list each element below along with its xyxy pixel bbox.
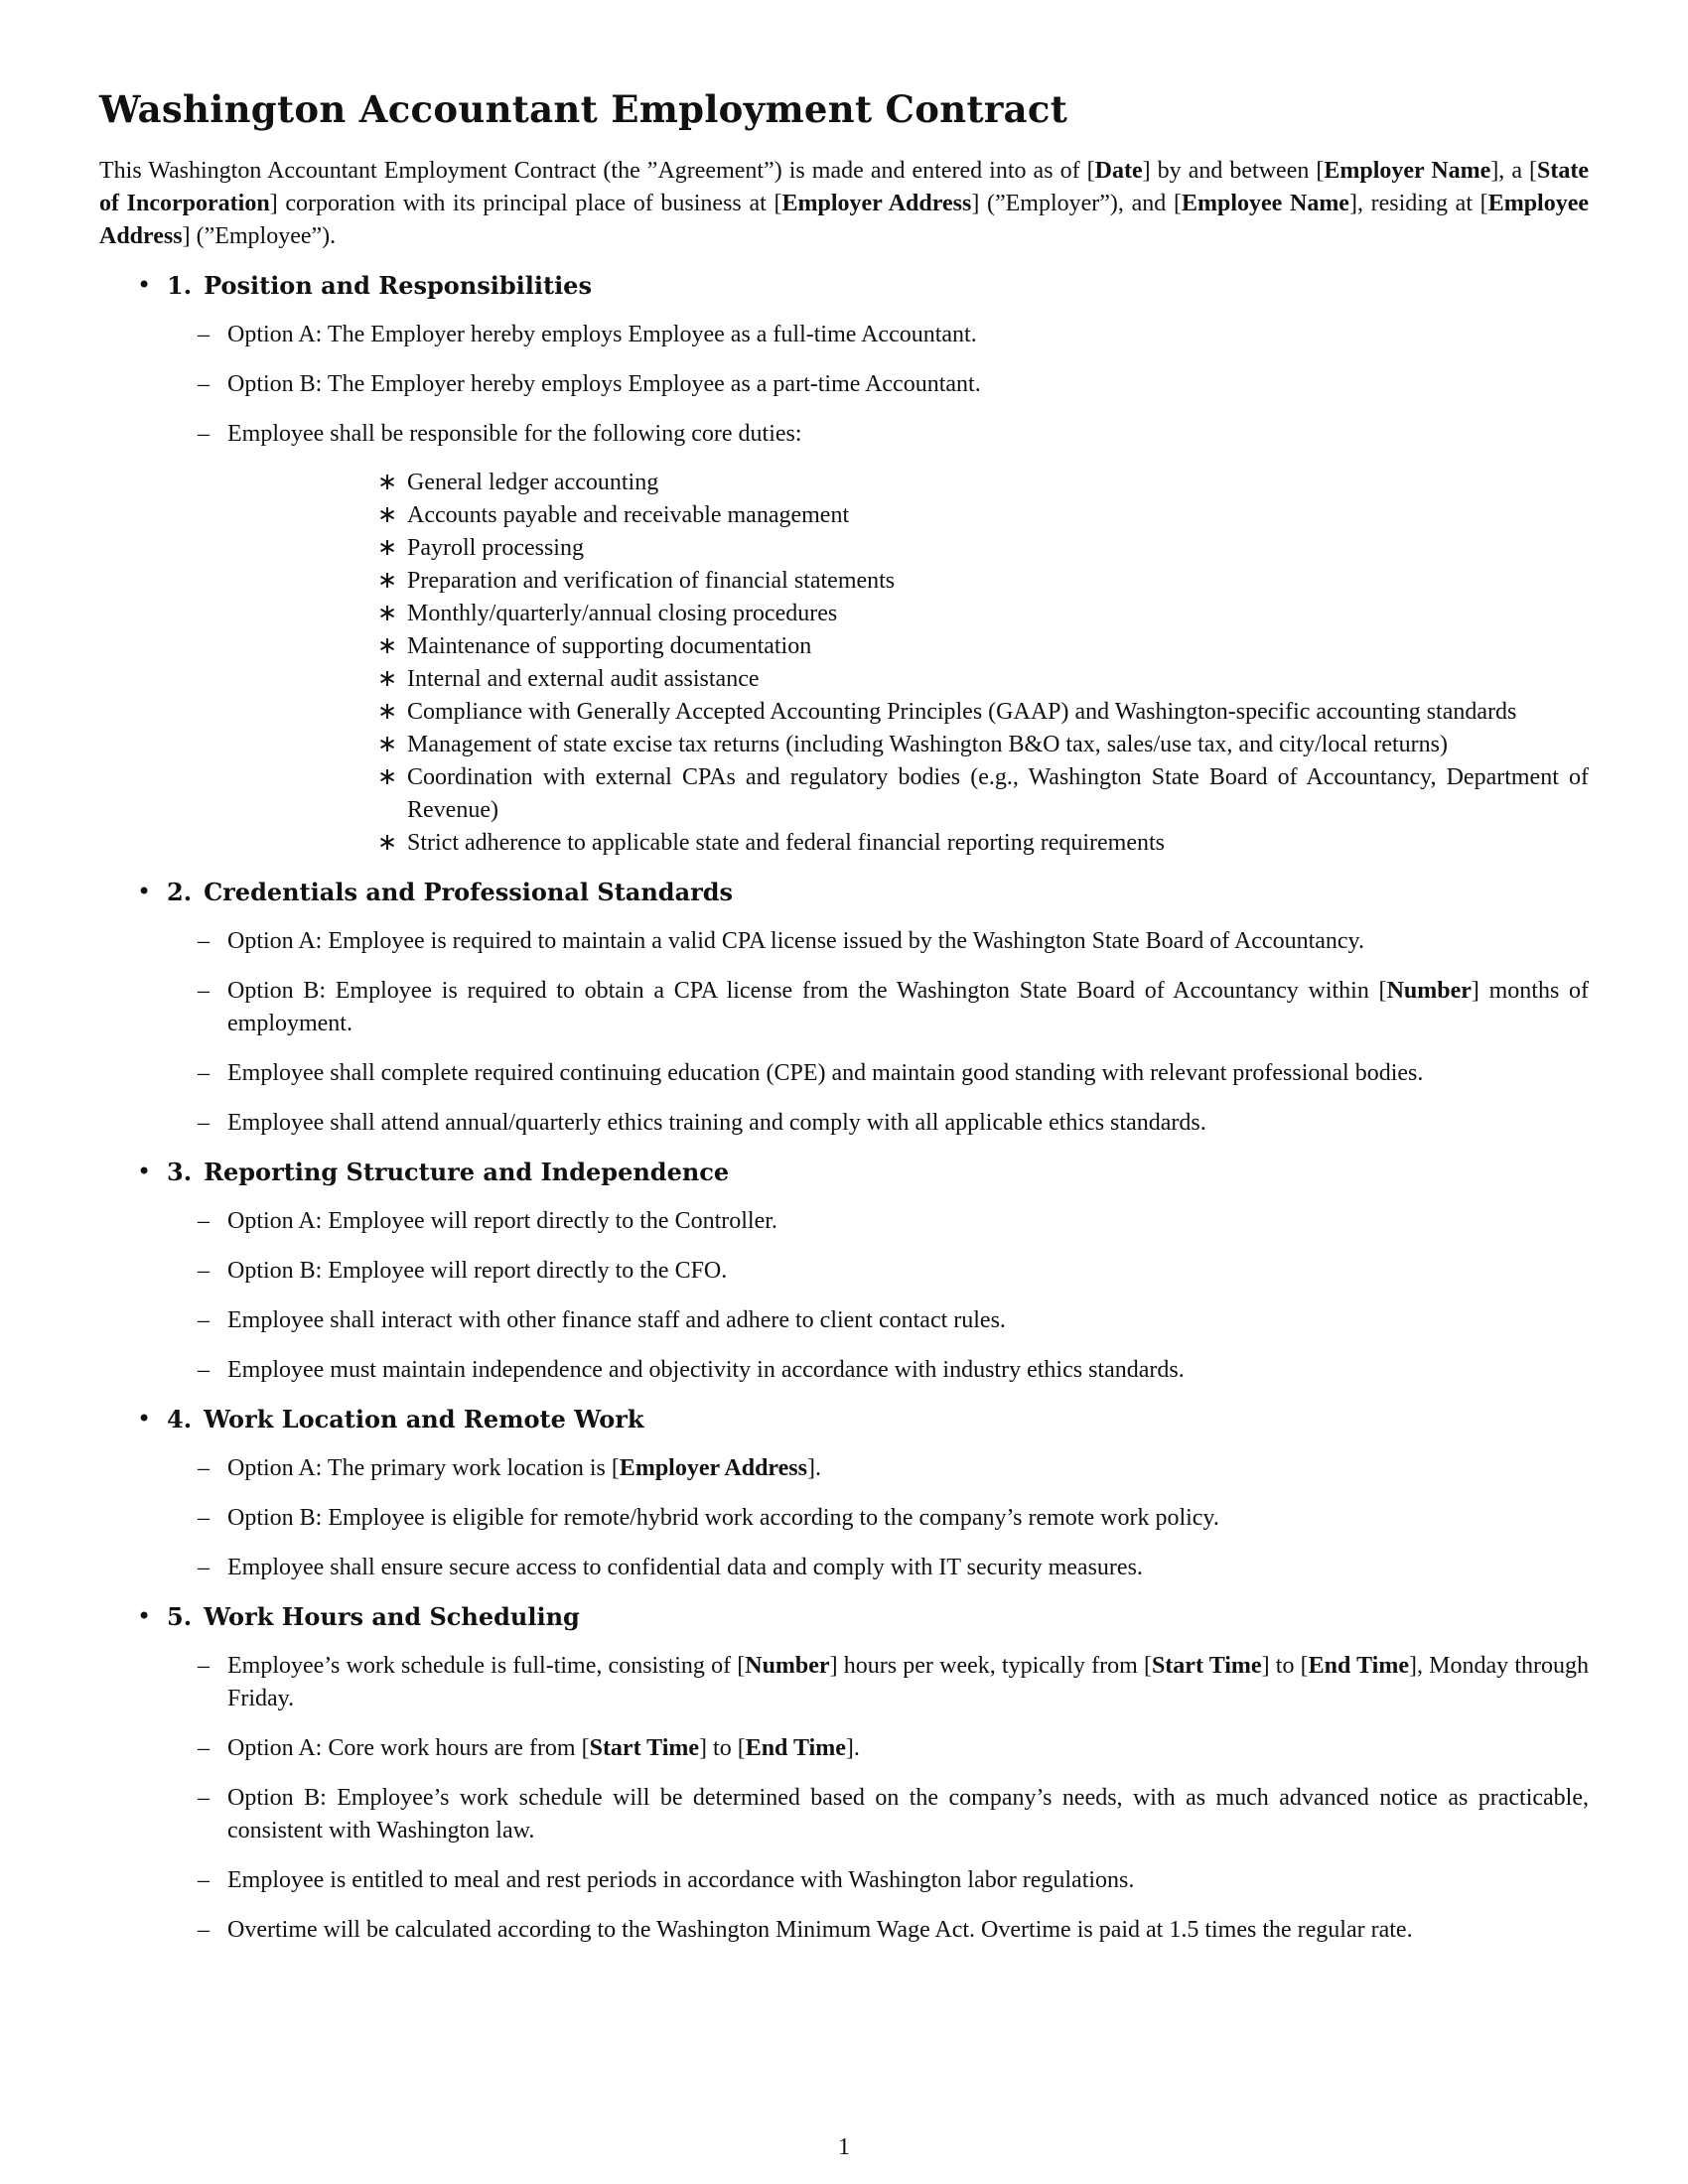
duty-item: ∗ Coordination with external CPAs and regulatory bodies (e.g., Washington State Board of Accountancy, Department of Revenue) <box>227 761 1589 827</box>
dash-icon: – <box>198 1917 210 1943</box>
bullet-icon: • <box>137 271 152 299</box>
section-title: Position and Responsibilities <box>204 271 592 300</box>
dash-icon: – <box>198 1735 210 1761</box>
option-a: – Option A: The Employer hereby employs Employee as a full-time Accountant. <box>99 319 1589 351</box>
dash-icon: – <box>198 1110 210 1136</box>
star-bullet-icon: ∗ <box>377 568 398 594</box>
dash-icon: – <box>198 1653 210 1679</box>
intro-paragraph: This Washington Accountant Employment Contract (the ”Agreement”) is made and entered into as of [Date] by and between [Employer Name], a [State of Incorporation] corporation with its principal place of business at [Employer Address] (”Employer”), and [Employee Name], residing at [Employee Address] (”Employee”). <box>99 158 1590 249</box>
duty-item: ∗ Internal and external audit assistance <box>227 663 1589 696</box>
section-number: 2. <box>167 878 193 906</box>
duty-item: ∗ Preparation and verification of financial statements <box>227 565 1589 598</box>
duty-item: ∗ General ledger accounting <box>227 467 1589 499</box>
bullet-icon: • <box>137 1405 152 1433</box>
option-a: – Option A: The primary work location is [Employer Address]. <box>99 1452 1589 1485</box>
option-a: – Option A: Employee is required to maintain a valid CPA license issued by the Washington State Board of Accountancy. <box>99 925 1589 958</box>
section-number: 5. <box>167 1602 193 1631</box>
star-bullet-icon: ∗ <box>377 732 398 757</box>
duty-item: ∗ Maintenance of supporting documentation <box>227 630 1589 663</box>
dash-icon: – <box>198 371 210 397</box>
section-work-hours <box>99 1600 1589 1947</box>
dash-icon: – <box>198 421 210 447</box>
section-number: 1. <box>167 271 193 300</box>
section-title: Work Location and Remote Work <box>204 1405 644 1433</box>
end-time-placeholder: End Time <box>1308 1653 1409 1679</box>
duty-item: ∗ Accounts payable and receivable management <box>227 499 1589 532</box>
dash-icon: – <box>198 1208 210 1234</box>
employee-address-placeholder: Employee Address <box>99 191 1590 249</box>
section-heading <box>99 1156 1589 1188</box>
duty-item: ∗ Compliance with Generally Accepted Accounting Principles (GAAP) and Washington-specific accounting standards <box>227 696 1589 729</box>
section-title: Reporting Structure and Independence <box>204 1158 730 1186</box>
bullet-icon: • <box>137 878 152 905</box>
number-placeholder: Number <box>1386 978 1472 1004</box>
dash-icon: – <box>198 1505 210 1531</box>
state-of-incorporation-placeholder: State of Incorporation <box>99 158 1590 216</box>
employer-address-placeholder: Employer Address <box>781 191 972 216</box>
duty-item: ∗ Management of state excise tax returns (including Washington B&O tax, sales/use tax, and city/local returns) <box>227 729 1589 761</box>
schedule-clause: – Employee’s work schedule is full-time, consisting of [Number] hours per week, typically from [Start Time] to [End Time], Monday through Friday. <box>99 1650 1589 1715</box>
dash-icon: – <box>198 1867 210 1893</box>
employee-name-placeholder: Employee Name <box>1181 191 1349 216</box>
dash-icon: – <box>198 1258 210 1284</box>
option-b: – Option B: Employee will report directly to the CFO. <box>99 1255 1589 1288</box>
star-bullet-icon: ∗ <box>377 470 398 495</box>
star-bullet-icon: ∗ <box>377 666 398 692</box>
section-heading <box>99 876 1589 908</box>
employer-name-placeholder: Employer Name <box>1324 158 1491 184</box>
star-bullet-icon: ∗ <box>377 535 398 561</box>
date-placeholder: Date <box>1094 158 1143 184</box>
star-bullet-icon: ∗ <box>377 502 398 528</box>
duty-item: ∗ Monthly/quarterly/annual closing procedures <box>227 598 1589 630</box>
page-number: 1 <box>838 2134 850 2160</box>
section-heading <box>99 1403 1589 1435</box>
dash-icon: – <box>198 1785 210 1811</box>
section-credentials-standards <box>99 876 1589 1140</box>
section-title: Credentials and Professional Standards <box>204 878 734 906</box>
section-reporting-independence <box>99 1156 1589 1387</box>
start-time-placeholder: Start Time <box>589 1735 700 1761</box>
section-number: 3. <box>167 1158 193 1186</box>
option-a: – Option A: Core work hours are from [Start Time] to [End Time]. <box>99 1732 1589 1765</box>
section-heading <box>99 269 1589 302</box>
start-time-placeholder: Start Time <box>1151 1653 1262 1679</box>
duties-list <box>227 467 1589 860</box>
employer-address-placeholder: Employer Address <box>619 1455 807 1481</box>
document-title: Washington Accountant Employment Contract <box>99 87 1068 131</box>
document-page <box>99 87 1589 1947</box>
meal-rest-clause: – Employee is entitled to meal and rest periods in accordance with Washington labor regulations. <box>99 1864 1589 1897</box>
end-time-placeholder: End Time <box>745 1735 846 1761</box>
section-heading <box>99 1600 1589 1633</box>
cpe-clause: – Employee shall complete required continuing education (CPE) and maintain good standing with relevant professional bodies. <box>99 1057 1589 1090</box>
duty-item: ∗ Strict adherence to applicable state and federal financial reporting requirements <box>227 827 1589 860</box>
section-number: 4. <box>167 1405 193 1433</box>
dash-icon: – <box>198 322 210 347</box>
star-bullet-icon: ∗ <box>377 633 398 659</box>
dash-icon: – <box>198 1555 210 1580</box>
option-b: – Option B: Employee is required to obtain a CPA license from the Washington State Board of Accountancy within [Number] months of employment. <box>99 975 1589 1040</box>
dash-icon: – <box>198 1357 210 1383</box>
security-clause: – Employee shall ensure secure access to confidential data and comply with IT security measures. <box>99 1552 1589 1584</box>
option-b: – Option B: Employee is eligible for remote/hybrid work according to the company’s remote work policy. <box>99 1502 1589 1535</box>
bullet-icon: • <box>137 1158 152 1185</box>
dash-icon: – <box>198 1307 210 1333</box>
interaction-clause: – Employee shall interact with other finance staff and adhere to client contact rules. <box>99 1304 1589 1337</box>
star-bullet-icon: ∗ <box>377 601 398 626</box>
section-title: Work Hours and Scheduling <box>204 1602 580 1631</box>
independence-clause: – Employee must maintain independence and objectivity in accordance with industry ethics standards. <box>99 1354 1589 1387</box>
dash-icon: – <box>198 1060 210 1086</box>
duty-item: ∗ Payroll processing <box>227 532 1589 565</box>
ethics-clause: – Employee shall attend annual/quarterly ethics training and comply with all applicable ethics standards. <box>99 1107 1589 1140</box>
bullet-icon: • <box>137 1602 152 1630</box>
dash-icon: – <box>198 978 210 1004</box>
section-work-location <box>99 1403 1589 1584</box>
duties-intro: – Employee shall be responsible for the following core duties: ∗ General ledger accounting ∗ Accounts payable and receivable management ∗ Payroll processing ∗ Preparation and verification of financial statements ∗ Monthly/quarterly/annual closing procedures ∗ Maintenance of supporting documentation ∗ Internal and external audit assistance ∗ Compliance with Generally Accepted Accounting Principles (GAAP) and Washington-specific accounting standards ∗ Management of state excise tax returns (including Washington B&O tax, sales/use tax, and city/local returns) ∗ Coordination with external CPAs and regulatory bodies (e.g., Washington State Board of Accountancy, Department of Revenue) ∗ Strict adherence to applicable state and federal financial reporting requirements <box>99 418 1589 860</box>
number-placeholder: Number <box>745 1653 830 1679</box>
option-a: – Option A: Employee will report directly to the Controller. <box>99 1205 1589 1238</box>
overtime-clause: – Overtime will be calculated according to the Washington Minimum Wage Act. Overtime is paid at 1.5 times the regular rate. <box>99 1914 1589 1947</box>
option-b: – Option B: Employee’s work schedule will be determined based on the company’s needs, with as much advanced notice as practicable, consistent with Washington law. <box>99 1782 1589 1847</box>
star-bullet-icon: ∗ <box>377 830 398 856</box>
option-b: – Option B: The Employer hereby employs Employee as a part-time Accountant. <box>99 368 1589 401</box>
star-bullet-icon: ∗ <box>377 764 398 790</box>
dash-icon: – <box>198 928 210 954</box>
section-position-responsibilities <box>99 269 1589 860</box>
dash-icon: – <box>198 1455 210 1481</box>
star-bullet-icon: ∗ <box>377 699 398 725</box>
